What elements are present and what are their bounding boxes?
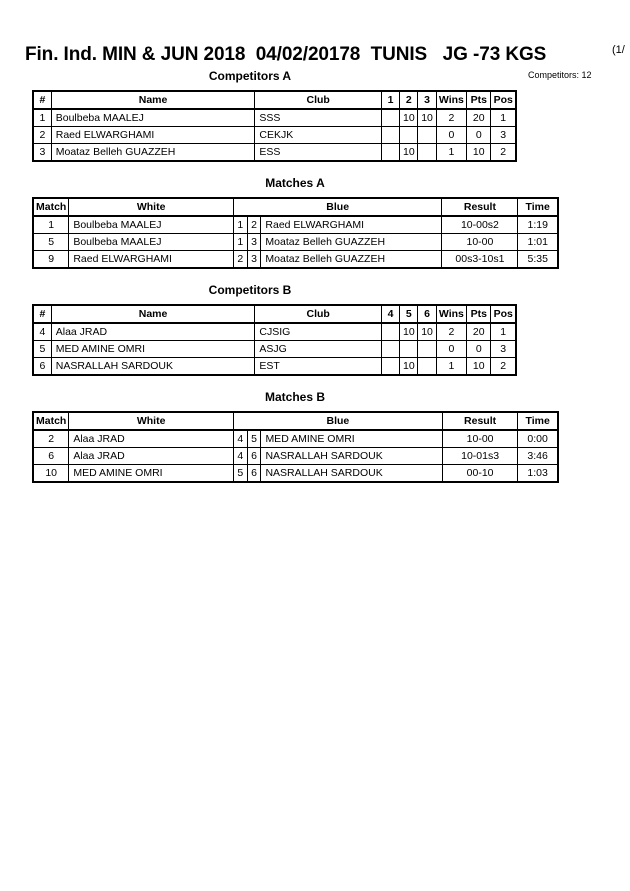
competitor-name: Boulbeba MAALEJ	[51, 109, 255, 127]
points-cell: 0	[467, 341, 491, 358]
score-cell: 10	[418, 109, 436, 127]
score-cell: 10	[400, 358, 418, 376]
column-header: Club	[255, 91, 382, 109]
white-competitor: Boulbeba MAALEJ	[69, 216, 234, 234]
position-cell: 2	[491, 358, 516, 376]
white-number: 5	[233, 465, 247, 483]
column-header: Pts	[467, 91, 491, 109]
position-cell: 3	[491, 127, 516, 144]
column-header: Wins	[436, 305, 466, 323]
competitor-club: SSS	[255, 109, 382, 127]
white-competitor: Boulbeba MAALEJ	[69, 234, 234, 251]
blue-number: 3	[247, 251, 261, 269]
competitor-club: ASJG	[255, 341, 382, 358]
match-result: 10-00	[442, 234, 518, 251]
table-row	[33, 127, 516, 144]
competitor-number: 4	[33, 323, 51, 341]
column-header: Blue	[233, 198, 441, 216]
match-number: 1	[33, 216, 69, 234]
match-result: 00-10	[442, 465, 517, 483]
blue-competitor: MED AMINE OMRI	[261, 430, 442, 448]
wins-cell: 0	[436, 341, 466, 358]
blue-competitor: NASRALLAH SARDOUK	[261, 448, 442, 465]
competitor-club: CEKJK	[255, 127, 382, 144]
score-cell	[381, 109, 399, 127]
white-competitor: Raed ELWARGHAMI	[69, 251, 234, 269]
white-competitor: MED AMINE OMRI	[69, 465, 234, 483]
score-cell	[418, 358, 436, 376]
wins-cell: 0	[436, 127, 466, 144]
competitors-count: Competitors: 12	[528, 70, 592, 80]
table-header-row	[33, 198, 558, 216]
column-header: Time	[518, 412, 558, 430]
white-competitor: Alaa JRAD	[69, 430, 234, 448]
table-row	[33, 448, 558, 465]
wins-cell: 1	[436, 358, 466, 376]
competitor-club: EST	[255, 358, 382, 376]
score-cell	[381, 144, 399, 162]
column-header: 1	[381, 91, 399, 109]
white-number: 4	[233, 430, 247, 448]
position-cell: 1	[491, 323, 516, 341]
column-header: Time	[518, 198, 558, 216]
match-result: 10-00	[442, 430, 517, 448]
match-number: 10	[33, 465, 69, 483]
match-number: 2	[33, 430, 69, 448]
white-number: 2	[233, 251, 247, 269]
column-header: Name	[51, 305, 255, 323]
match-time: 3:46	[518, 448, 558, 465]
competitor-number: 6	[33, 358, 51, 376]
table-row	[33, 234, 558, 251]
column-header: White	[69, 198, 234, 216]
score-cell	[418, 341, 436, 358]
position-cell: 2	[491, 144, 516, 162]
score-cell: 10	[400, 323, 418, 341]
blue-competitor: Moataz Belleh GUAZZEH	[261, 251, 442, 269]
match-result: 00s3-10s1	[442, 251, 518, 269]
blue-competitor: NASRALLAH SARDOUK	[261, 465, 442, 483]
match-number: 5	[33, 234, 69, 251]
table-header-row	[33, 91, 516, 109]
position-cell: 1	[491, 109, 516, 127]
score-cell	[381, 341, 399, 358]
column-header: Pos	[491, 91, 516, 109]
match-result: 10-00s2	[442, 216, 518, 234]
table-row	[33, 216, 558, 234]
table-row	[33, 341, 516, 358]
competitors-b-table	[32, 304, 517, 376]
table-header-row	[33, 305, 516, 323]
points-cell: 20	[467, 323, 491, 341]
matches-a-table	[32, 197, 559, 269]
competitor-number: 3	[33, 144, 51, 162]
column-header: 2	[400, 91, 418, 109]
white-number: 4	[233, 448, 247, 465]
competitor-club: CJSIG	[255, 323, 382, 341]
matches-a-title: Matches A	[265, 176, 325, 190]
blue-number: 2	[247, 216, 261, 234]
table-row	[33, 358, 516, 376]
column-header: Club	[255, 305, 382, 323]
match-number: 6	[33, 448, 69, 465]
points-cell: 0	[467, 127, 491, 144]
wins-cell: 2	[436, 323, 466, 341]
match-time: 1:01	[518, 234, 558, 251]
column-header: Name	[51, 91, 255, 109]
match-time: 5:35	[518, 251, 558, 269]
points-cell: 20	[467, 109, 491, 127]
score-cell	[400, 127, 418, 144]
column-header: 4	[381, 305, 399, 323]
blue-number: 5	[247, 430, 261, 448]
blue-number: 6	[247, 448, 261, 465]
match-number: 9	[33, 251, 69, 269]
column-header: #	[33, 91, 51, 109]
score-cell	[381, 358, 399, 376]
column-header: Match	[33, 198, 69, 216]
position-cell: 3	[491, 341, 516, 358]
column-header: Match	[33, 412, 69, 430]
blue-competitor: Raed ELWARGHAMI	[261, 216, 442, 234]
table-row	[33, 144, 516, 162]
matches-b-table	[32, 411, 559, 483]
score-cell: 10	[400, 109, 418, 127]
competitors-a-table	[32, 90, 517, 162]
competitor-number: 1	[33, 109, 51, 127]
competitor-club: ESS	[255, 144, 382, 162]
competitors-a-title: Competitors A	[208, 69, 292, 83]
competitor-name: Raed ELWARGHAMI	[51, 127, 255, 144]
column-header: Blue	[233, 412, 442, 430]
match-time: 1:03	[518, 465, 558, 483]
competitor-name: Alaa JRAD	[51, 323, 255, 341]
competitor-name: MED AMINE OMRI	[51, 341, 255, 358]
column-header: Pts	[467, 305, 491, 323]
competitor-number: 5	[33, 341, 51, 358]
table-row	[33, 109, 516, 127]
column-header: 3	[418, 91, 436, 109]
score-cell: 10	[400, 144, 418, 162]
table-row	[33, 465, 558, 483]
column-header: White	[69, 412, 234, 430]
wins-cell: 2	[436, 109, 466, 127]
score-cell	[400, 341, 418, 358]
table-row	[33, 430, 558, 448]
blue-competitor: Moataz Belleh GUAZZEH	[261, 234, 442, 251]
match-time: 0:00	[518, 430, 558, 448]
white-competitor: Alaa JRAD	[69, 448, 234, 465]
blue-number: 3	[247, 234, 261, 251]
column-header: Wins	[436, 91, 466, 109]
score-cell	[418, 144, 436, 162]
column-header: #	[33, 305, 51, 323]
score-cell	[381, 127, 399, 144]
table-row	[33, 323, 516, 341]
table-row	[33, 251, 558, 269]
competitor-number: 2	[33, 127, 51, 144]
points-cell: 10	[467, 144, 491, 162]
matches-b-title: Matches B	[264, 390, 326, 404]
blue-number: 6	[247, 465, 261, 483]
score-cell	[418, 127, 436, 144]
competitor-name: Moataz Belleh GUAZZEH	[51, 144, 255, 162]
white-number: 1	[233, 234, 247, 251]
score-cell: 10	[418, 323, 436, 341]
wins-cell: 1	[436, 144, 466, 162]
score-cell	[381, 323, 399, 341]
match-result: 10-01s3	[442, 448, 517, 465]
column-header: Result	[442, 412, 517, 430]
table-header-row	[33, 412, 558, 430]
competitor-name: NASRALLAH SARDOUK	[51, 358, 255, 376]
page-number: (1/	[612, 44, 625, 56]
competitors-b-title: Competitors B	[208, 283, 292, 297]
white-number: 1	[233, 216, 247, 234]
points-cell: 10	[467, 358, 491, 376]
column-header: 5	[400, 305, 418, 323]
column-header: Result	[442, 198, 518, 216]
match-time: 1:19	[518, 216, 558, 234]
column-header: Pos	[491, 305, 516, 323]
page-title: Fin. Ind. MIN & JUN 2018 04/02/20178 TUNIS JG -73 KGS	[25, 44, 547, 65]
column-header: 6	[418, 305, 436, 323]
